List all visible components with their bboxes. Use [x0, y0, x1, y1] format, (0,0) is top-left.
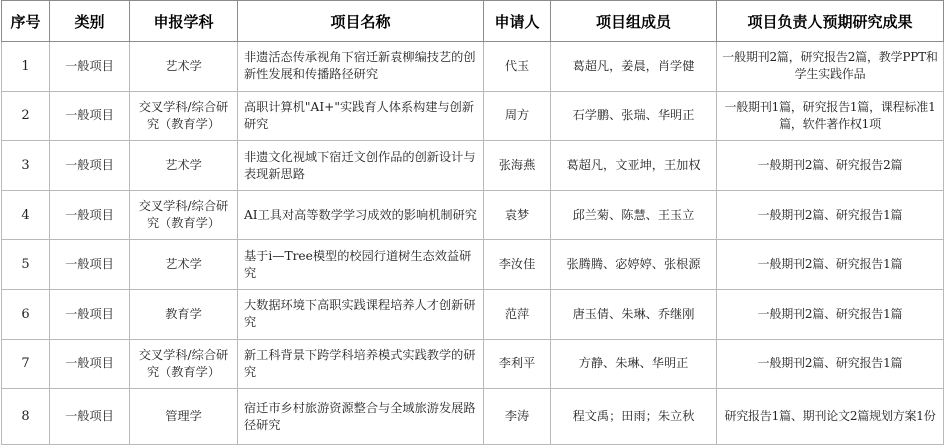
- cell-members[interactable]: 邱兰菊、陈慧、王玉立: [551, 190, 717, 240]
- cell-discipline[interactable]: 交叉学科/综合研究（教育学）: [130, 190, 238, 240]
- cell-title[interactable]: 宿迁市乡村旅游资源整合与全域旅游发展路径研究: [238, 389, 484, 445]
- header-cell-applicant[interactable]: 申请人: [484, 1, 551, 42]
- cell-title[interactable]: 高职计算机"AI+"实践育人体系构建与创新研究: [238, 91, 484, 141]
- cell-no[interactable]: 8: [2, 389, 50, 445]
- cell-category[interactable]: 一般项目: [50, 389, 130, 445]
- table-row: [2, 339, 944, 389]
- cell-discipline[interactable]: 艺术学: [130, 141, 238, 191]
- cell-members[interactable]: 程文禹；田雨；朱立秋: [551, 389, 717, 445]
- cell-outcomes[interactable]: 一般期刊2篇、研究报告1篇: [717, 290, 944, 340]
- cell-outcomes[interactable]: 一般期刊2篇、研究报告2篇: [717, 141, 944, 191]
- header-cell-no[interactable]: 序号: [2, 1, 50, 42]
- cell-discipline[interactable]: 交叉学科/综合研究（教育学）: [130, 339, 238, 389]
- header-cell-discipline[interactable]: 申报学科: [130, 1, 238, 42]
- cell-discipline[interactable]: 艺术学: [130, 240, 238, 290]
- cell-category[interactable]: 一般项目: [50, 339, 130, 389]
- cell-outcomes[interactable]: 一般期刊1篇，研究报告1篇，课程标准1篇，软件著作权1项: [717, 91, 944, 141]
- header-cell-title[interactable]: 项目名称: [238, 1, 484, 42]
- table-row: [2, 389, 944, 445]
- cell-members[interactable]: 葛超凡，姜晨，肖学健: [551, 42, 717, 92]
- table-row: [2, 190, 944, 240]
- table-row: [2, 91, 944, 141]
- cell-category[interactable]: 一般项目: [50, 290, 130, 340]
- cell-members[interactable]: 张腾腾、宓婷婷、张根源: [551, 240, 717, 290]
- cell-outcomes[interactable]: 研究报告1篇、期刊论文2篇规划方案1份: [717, 389, 944, 445]
- cell-title[interactable]: 非遗文化视域下宿迁文创作品的创新设计与表现新思路: [238, 141, 484, 191]
- table-row: [2, 240, 944, 290]
- cell-outcomes[interactable]: 一般期刊2篇、研究报告1篇: [717, 339, 944, 389]
- header-row: [2, 1, 944, 42]
- cell-category[interactable]: 一般项目: [50, 42, 130, 92]
- cell-applicant[interactable]: 李利平: [484, 339, 551, 389]
- cell-applicant[interactable]: 李涛: [484, 389, 551, 445]
- cell-no[interactable]: 6: [2, 290, 50, 340]
- cell-applicant[interactable]: 李汝佳: [484, 240, 551, 290]
- cell-category[interactable]: 一般项目: [50, 141, 130, 191]
- cell-members[interactable]: 方静、朱琳、华明正: [551, 339, 717, 389]
- cell-members[interactable]: 石学鹏、张瑞、华明正: [551, 91, 717, 141]
- cell-no[interactable]: 2: [2, 91, 50, 141]
- cell-category[interactable]: 一般项目: [50, 240, 130, 290]
- header-cell-category[interactable]: 类别: [50, 1, 130, 42]
- cell-title[interactable]: 非遗活态传承视角下宿迁新袁柳编技艺的创新性发展和传播路径研究: [238, 42, 484, 92]
- header-cell-outcomes[interactable]: 项目负责人预期研究成果: [717, 1, 944, 42]
- cell-applicant[interactable]: 袁梦: [484, 190, 551, 240]
- table-row: [2, 42, 944, 92]
- cell-category[interactable]: 一般项目: [50, 91, 130, 141]
- cell-discipline[interactable]: 教育学: [130, 290, 238, 340]
- project-table: [1, 0, 944, 445]
- cell-applicant[interactable]: 代玉: [484, 42, 551, 92]
- cell-discipline[interactable]: 交叉学科/综合研究（教育学）: [130, 91, 238, 141]
- cell-no[interactable]: 5: [2, 240, 50, 290]
- cell-applicant[interactable]: 张海燕: [484, 141, 551, 191]
- cell-title[interactable]: 大数据环境下高职实践课程培养人才创新研究: [238, 290, 484, 340]
- table-row: [2, 290, 944, 340]
- cell-outcomes[interactable]: 一般期刊2篇、研究报告1篇: [717, 190, 944, 240]
- cell-no[interactable]: 1: [2, 42, 50, 92]
- cell-outcomes[interactable]: 一般期刊2篇、研究报告1篇: [717, 240, 944, 290]
- cell-category[interactable]: 一般项目: [50, 190, 130, 240]
- cell-title[interactable]: 基于i—Tree模型的校园行道树生态效益研究: [238, 240, 484, 290]
- cell-no[interactable]: 4: [2, 190, 50, 240]
- cell-outcomes[interactable]: 一般期刊2篇，研究报告2篇，教学PPT和学生实践作品: [717, 42, 944, 92]
- cell-no[interactable]: 3: [2, 141, 50, 191]
- cell-applicant[interactable]: 周方: [484, 91, 551, 141]
- cell-discipline[interactable]: 管理学: [130, 389, 238, 445]
- cell-discipline[interactable]: 艺术学: [130, 42, 238, 92]
- cell-title[interactable]: 新工科背景下跨学科培养模式实践教学的研究: [238, 339, 484, 389]
- table-row: [2, 141, 944, 191]
- cell-applicant[interactable]: 范萍: [484, 290, 551, 340]
- cell-members[interactable]: 葛超凡，文亚坤，王加权: [551, 141, 717, 191]
- cell-members[interactable]: 唐玉倩、朱琳、乔继刚: [551, 290, 717, 340]
- header-cell-members[interactable]: 项目组成员: [551, 1, 717, 42]
- cell-no[interactable]: 7: [2, 339, 50, 389]
- cell-title[interactable]: AI工具对高等数学学习成效的影响机制研究: [238, 190, 484, 240]
